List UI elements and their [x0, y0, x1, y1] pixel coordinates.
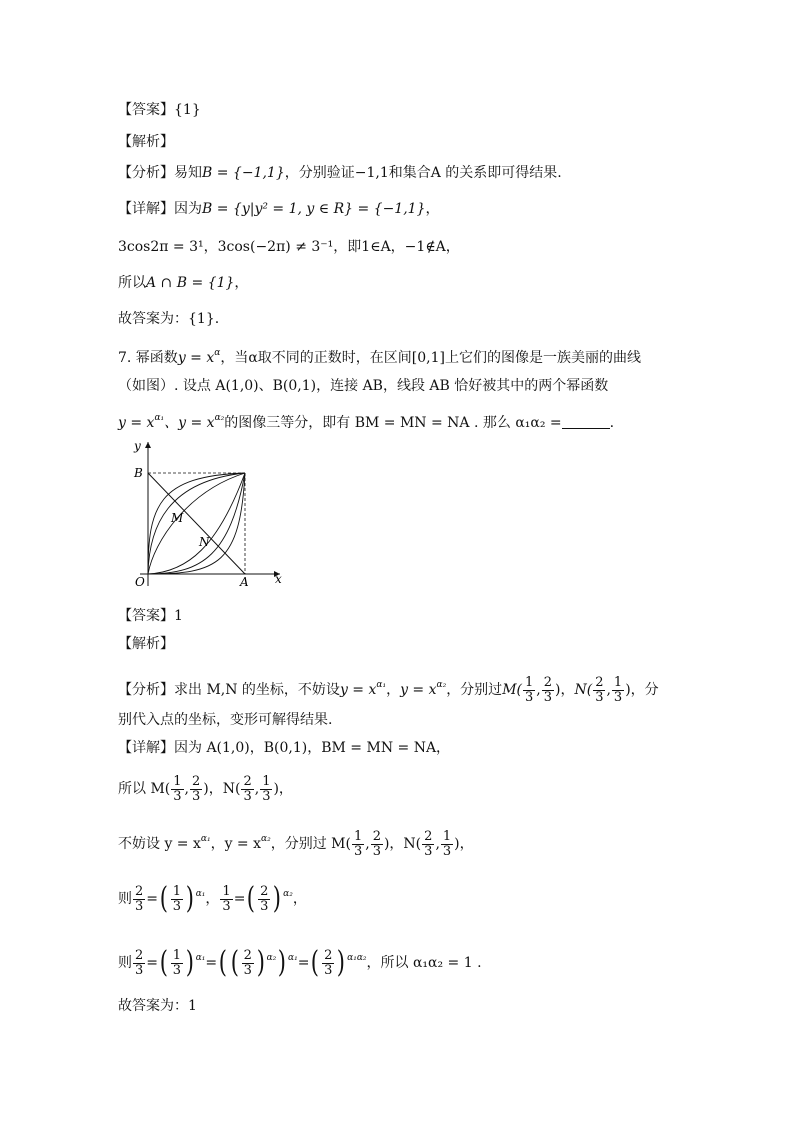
detail-line	[118, 199, 439, 219]
answer-conclusion	[118, 996, 197, 1016]
question7-line1	[118, 343, 641, 368]
then-text: ，所以 α₁α₂ = 1 .	[366, 955, 482, 971]
answer-line	[118, 606, 183, 626]
intersect-line	[118, 273, 248, 293]
fraction: $\frac{1}{3}$	[613, 674, 623, 705]
fraction: $\frac{2}{3}$	[260, 883, 269, 914]
analysis-text: )，	[555, 682, 575, 698]
analysis-text: ，分别过	[446, 682, 503, 698]
conclusion-text: 故答案为：1	[118, 998, 197, 1014]
power-func: y = x	[400, 682, 437, 698]
cos-expr: 3cos2π = 3¹	[118, 239, 204, 255]
fraction: $\frac{1}{3}$	[262, 773, 271, 804]
alpha1-exp: α₁	[288, 953, 298, 963]
mn-coords-line: 所以 M( $\frac{1}{3}$ , $\frac{2}{3}$ )，N( $\frac{2}{3}$ , $\frac{1}{3}$ )，	[118, 773, 293, 804]
point-m: M(	[502, 682, 522, 698]
coords-text: )，	[273, 781, 293, 797]
fraction: $\frac{1}{3}$	[222, 883, 231, 914]
power-functions-figure	[118, 436, 293, 594]
question7-line2	[118, 376, 608, 396]
answer-blank	[562, 414, 610, 429]
fraction: $\frac{1}{3}$	[524, 674, 534, 705]
fraction: $\frac{1}{3}$	[172, 947, 182, 978]
label-o: O	[135, 575, 145, 589]
detail-text: ，	[425, 201, 440, 217]
detail-text: 因为	[174, 201, 202, 217]
analysis-tag: 【分析】	[118, 165, 174, 181]
set-b-expr: B = {−1,1}	[202, 165, 285, 181]
answer-line	[118, 100, 201, 120]
alpha2-exp: α₂	[266, 953, 277, 963]
power-func: y = x	[177, 350, 215, 366]
question-text: 的图像三等分，即有 BM = MN = NA . 那么 α₁α₂ =	[224, 415, 562, 431]
cos-expr: 3cos(−2π) ≠ 3⁻¹	[217, 239, 334, 255]
fraction: $\frac{1}{3}$	[353, 828, 363, 859]
alpha2-exp: α₂	[214, 413, 225, 423]
coords-text: 所以 M(	[118, 781, 171, 797]
analysis-text: 求出 M,N 的坐标，不妨设	[174, 682, 340, 698]
parse-heading	[118, 132, 174, 152]
then-text: 则	[118, 955, 132, 971]
answer-tag: 【答案】	[118, 608, 174, 624]
alpha-product-exp: α₁α₂	[347, 953, 367, 963]
cos-line	[118, 237, 460, 257]
fraction: $\frac{1}{3}$	[173, 773, 182, 804]
answer-value: {1}	[174, 102, 201, 118]
assume-line: 不妨设 $y = x^{\alpha_1}$，$y = x^{\alpha_2}$，分别过 M( $\frac{1}{3}$ , $\frac{2}{3}$ )，N( $\frac{2}{3}$ , $\frac{1}{3}$ )，	[118, 828, 474, 859]
membership-text: ，即1∈A，−1∉A，	[333, 239, 460, 255]
analysis-text: 易知	[174, 165, 202, 181]
assume-text: ，分别过 M(	[270, 836, 351, 852]
parse-tag: 【解析】	[118, 636, 174, 652]
alpha1-exp: α₁	[376, 680, 387, 690]
intersect-expr: A ∩ B = {1}	[146, 275, 235, 291]
conclusion-text: 故答案为：{1}.	[118, 311, 220, 327]
power-func: y = x	[118, 415, 155, 431]
then-text: ，	[205, 891, 220, 907]
detail-tag: 【详解】	[118, 740, 174, 756]
label-x: x	[275, 572, 282, 586]
parse-heading	[118, 634, 174, 654]
intersect-text: 所以	[118, 275, 146, 291]
fraction: $\frac{2}{3}$	[424, 828, 433, 859]
analysis-text: 和集合A 的关系即可得结果.	[388, 165, 562, 181]
fraction: $\frac{2}{3}$	[135, 947, 144, 978]
detail-text: 因为 A(1,0)，B(0,1)，BM = MN = NA，	[174, 740, 451, 756]
assume-text: )，N(	[383, 836, 422, 852]
fraction: $\frac{2}{3}$	[324, 947, 333, 978]
power-func: 、y = x	[164, 415, 215, 431]
fraction: $\frac{2}{3}$	[135, 883, 144, 914]
assume-text: ，y = x	[210, 836, 262, 852]
alpha2-exp: α₂	[261, 834, 271, 844]
detail-line	[118, 738, 450, 758]
fraction: $\frac{1}{3}$	[442, 828, 452, 859]
label-m: M	[171, 511, 184, 525]
coords-text: )，N(	[203, 781, 241, 797]
analysis-text: ，	[386, 682, 401, 698]
values-expr: −1,1	[354, 165, 389, 181]
analysis-line	[118, 163, 562, 183]
assume-text: 不妨设 y = x	[118, 836, 201, 852]
alpha1-exp: α₁	[154, 413, 165, 423]
point-n: N(	[574, 682, 593, 698]
question-text: .	[609, 415, 615, 431]
alpha1-exp: α₁	[195, 889, 206, 899]
intersect-text: ，	[234, 275, 249, 291]
label-a: A	[240, 575, 249, 589]
analysis-line2	[118, 710, 332, 730]
question-text: ，当α取不同的正数时，在区间[0,1]上它们的图像是一族美丽的曲线	[220, 350, 641, 366]
fraction: $\frac{2}{3}$	[191, 773, 201, 804]
analysis-text: ，分别验证	[284, 165, 355, 181]
alpha2-exp: α₂	[436, 680, 447, 690]
analysis-text: )，分	[625, 682, 659, 698]
separator: ，	[203, 239, 218, 255]
power-func: y = x	[339, 682, 377, 698]
equation-line2: 则 $\frac{2}{3}$ =( $\frac{1}{3}$ ) $^{\alpha_1}$=( ( $\frac{2}{3}$ ) $^{\alpha_2}$) $^{\alpha_1}$=( $\frac{2}{3}$ ) $^{\alpha_1\alpha_2}$，所以 α₁α₂ = 1 .	[118, 945, 482, 980]
alpha1-exp: α₁	[200, 834, 211, 844]
alpha2-exp: α₂	[283, 889, 293, 899]
answer-value: 1	[174, 608, 183, 624]
fraction: $\frac{2}{3}$	[243, 947, 252, 978]
question7-line3	[118, 408, 614, 433]
question-text: 7. 幂函数	[118, 350, 178, 366]
analysis-tag: 【分析】	[118, 682, 174, 698]
detail-tag: 【详解】	[118, 201, 174, 217]
question-text: （如图）. 设点 A(1,0)、B(0,1)，连接 AB，线段 AB 恰好被其中的两个幂函数	[118, 378, 609, 394]
set-expr: B = {y|y² = 1, y ∈ R} = {−1,1}	[202, 201, 426, 217]
answer-tag: 【答案】	[118, 102, 174, 118]
fraction: $\frac{2}{3}$	[543, 674, 552, 705]
label-b: B	[134, 466, 143, 480]
alpha1-exp: α₁	[195, 953, 206, 963]
assume-text: )，	[454, 836, 474, 852]
fraction: $\frac{2}{3}$	[372, 828, 381, 859]
parse-tag: 【解析】	[118, 134, 174, 150]
label-n: N	[199, 535, 210, 549]
answer-conclusion	[118, 309, 219, 329]
analysis-line: 【分析】求出 M,N 的坐标，不妨设$y = x^{\alpha_1}$，$y = x^{\alpha_2}$，分别过M( $\frac{1}{3}$ , $\frac{2}{3}$ )，N( $\frac{2}{3}$ , $\frac{1}{3}$ )，分	[118, 674, 659, 705]
fraction: $\frac{2}{3}$	[243, 773, 252, 804]
equation-line1: 则 $\frac{2}{3}$ =( $\frac{1}{3}$ ) $^{\alpha_1}$， $\frac{1}{3}$ =( $\frac{2}{3}$ ) $^{\alpha_2}$，	[118, 881, 307, 916]
analysis-text: 别代入点的坐标，变形可解得结果.	[118, 712, 333, 728]
then-text: 则	[118, 891, 132, 907]
then-text: ，	[292, 891, 307, 907]
fraction: $\frac{1}{3}$	[172, 883, 182, 914]
alpha-exp: α	[214, 348, 221, 358]
label-y: y	[134, 439, 141, 453]
fraction: $\frac{2}{3}$	[595, 674, 604, 705]
